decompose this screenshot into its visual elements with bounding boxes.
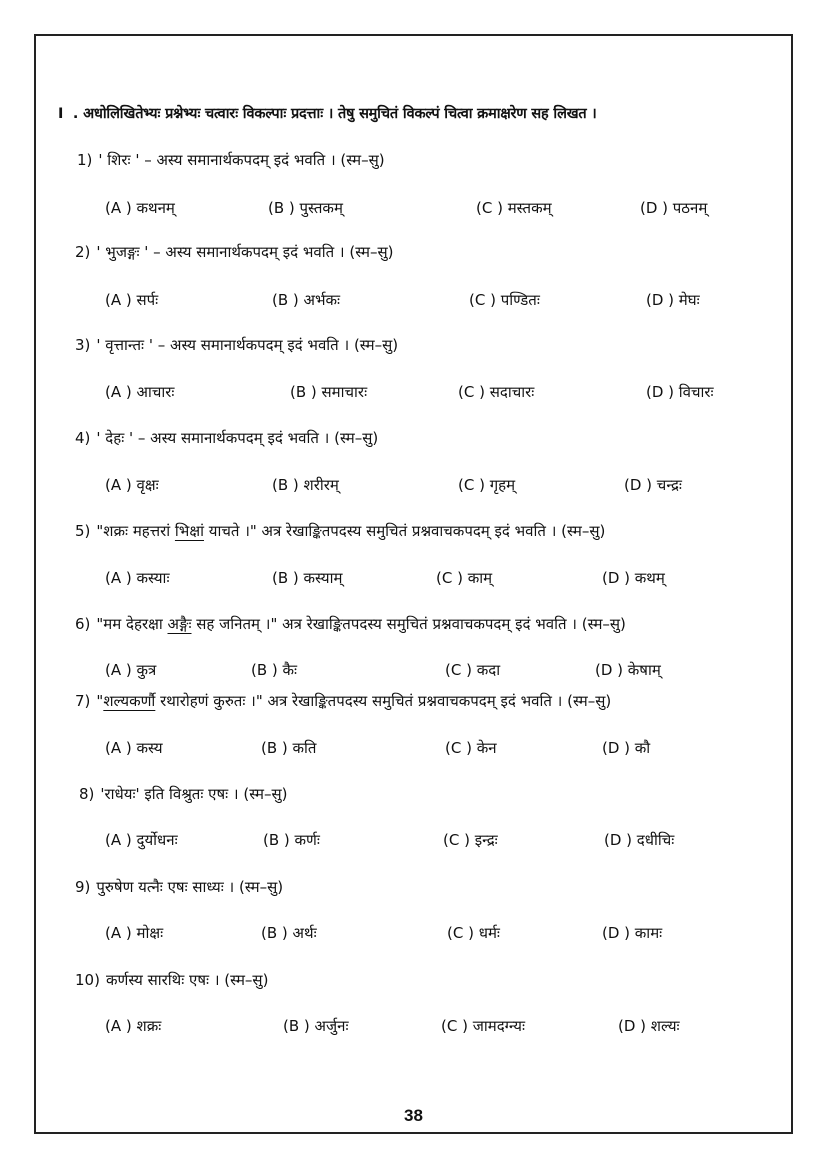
q8-option-a: (A ) दुर्योधनः [105,831,178,849]
q3-option-d: (D ) विचारः [646,383,714,401]
question-7: 7) "शल्यकर्णौ रथारोहणं कुरुतः ।" अत्र रेखाङ्कितपदस्य समुचितं प्रश्नवाचकपदम् इदं भवति । (स्म–सु) [75,692,612,710]
q2-option-b: (B ) अर्भकः [272,291,341,309]
q4-option-d: (D ) चन्द्रः [624,476,682,494]
q2-option-d: (D ) मेघः [646,291,700,309]
q2-option-a: (A ) सर्पः [105,291,159,309]
q3-option-c: (C ) सदाचारः [458,383,535,401]
q8-option-c: (C ) इन्द्रः [443,831,498,849]
question-4: 4) ' देहः ' – अस्य समानार्थकपदम् इदं भवति । (स्म–सु) [75,429,379,447]
section-roman: I [58,106,64,122]
q4-option-b: (B ) शरीरम् [272,476,339,494]
page-number: 38 [404,1106,423,1125]
question-2: 2) ' भुजङ्गः ' – अस्य समानार्थकपदम् इदं भवति । (स्म–सु) [75,243,394,261]
question-1: 1) ' शिरः ' – अस्य समानार्थकपदम् इदं भवति । (स्म–सु) [77,151,385,169]
q10-option-a: (A ) शक्रः [105,1017,162,1035]
q7-option-a: (A ) कस्य [105,739,163,757]
q7-option-b: (B ) कति [261,739,317,757]
q2-option-c: (C ) पण्डितः [469,291,540,309]
q3-option-a: (A ) आचारः [105,383,175,401]
q6-option-d: (D ) केषाम् [595,661,661,679]
q9-option-a: (A ) मोक्षः [105,924,164,942]
q5-option-d: (D ) कथम् [602,569,665,587]
q7-option-d: (D ) कौ [602,739,651,757]
underlined-word: भिक्षां [174,522,204,540]
question-5: 5) "शक्रः महत्तरां भिक्षां याचते ।" अत्र रेखाङ्कितपदस्य समुचितं प्रश्नवाचकपदम् इदं भवति । (स्म–सु) [75,522,606,540]
q8-option-d: (D ) दधीचिः [604,831,675,849]
q5-option-a: (A ) कस्याः [105,569,170,587]
q7-option-c: (C ) केन [445,739,497,757]
q5-option-b: (B ) कस्याम् [272,569,343,587]
question-9: 9) पुरुषेण यत्नैः एषः साध्यः । (स्म–सु) [75,878,284,896]
q1-option-c: (C ) मस्तकम् [476,199,552,217]
q1-option-b: (B ) पुस्तकम् [268,199,343,217]
instruction-text: . अधोलिखितेभ्यः प्रश्नेभ्यः चत्वारः विकल्पाः प्रदत्ताः । तेषु समुचितं विकल्पं चित्वा क्रमाक्षरेण सह लिखत । [72,106,597,122]
question-3: 3) ' वृत्तान्तः ' – अस्य समानार्थकपदम् इदं भवति । (स्म–सु) [75,336,399,354]
q4-option-c: (C ) गृहम् [458,476,516,494]
question-8: 8) 'राधेयः' इति विश्रुतः एषः । (स्म–सु) [79,785,288,803]
q9-option-d: (D ) कामः [602,924,663,942]
q10-option-b: (B ) अर्जुनः [283,1017,349,1035]
q10-option-d: (D ) शल्यः [618,1017,680,1035]
q6-option-a: (A ) कुत्र [105,661,157,679]
question-10: 10) कर्णस्य सारथिः एषः । (स्म–सु) [75,971,269,989]
q8-option-b: (B ) कर्णः [263,831,320,849]
q1-option-d: (D ) पठनम् [640,199,708,217]
underlined-word: शल्यकर्णौ [103,692,156,710]
q1-option-a: (A ) कथनम् [105,199,175,217]
q4-option-a: (A ) वृक्षः [105,476,159,494]
underlined-word: अङ्गैः [167,615,192,633]
q6-option-b: (B ) कैः [251,661,298,679]
q10-option-c: (C ) जामदग्न्यः [441,1017,526,1035]
instruction-heading [58,103,597,123]
q6-option-c: (C ) कदा [445,661,501,679]
q9-option-c: (C ) धर्मः [447,924,500,942]
q5-option-c: (C ) काम् [436,569,493,587]
question-6: 6) "मम देहरक्षा अङ्गैः सह जनितम् ।" अत्र रेखाङ्कितपदस्य समुचितं प्रश्नवाचकपदम् इदं भवति । (स्म–सु) [75,615,626,633]
q9-option-b: (B ) अर्थः [261,924,317,942]
q3-option-b: (B ) समाचारः [290,383,368,401]
